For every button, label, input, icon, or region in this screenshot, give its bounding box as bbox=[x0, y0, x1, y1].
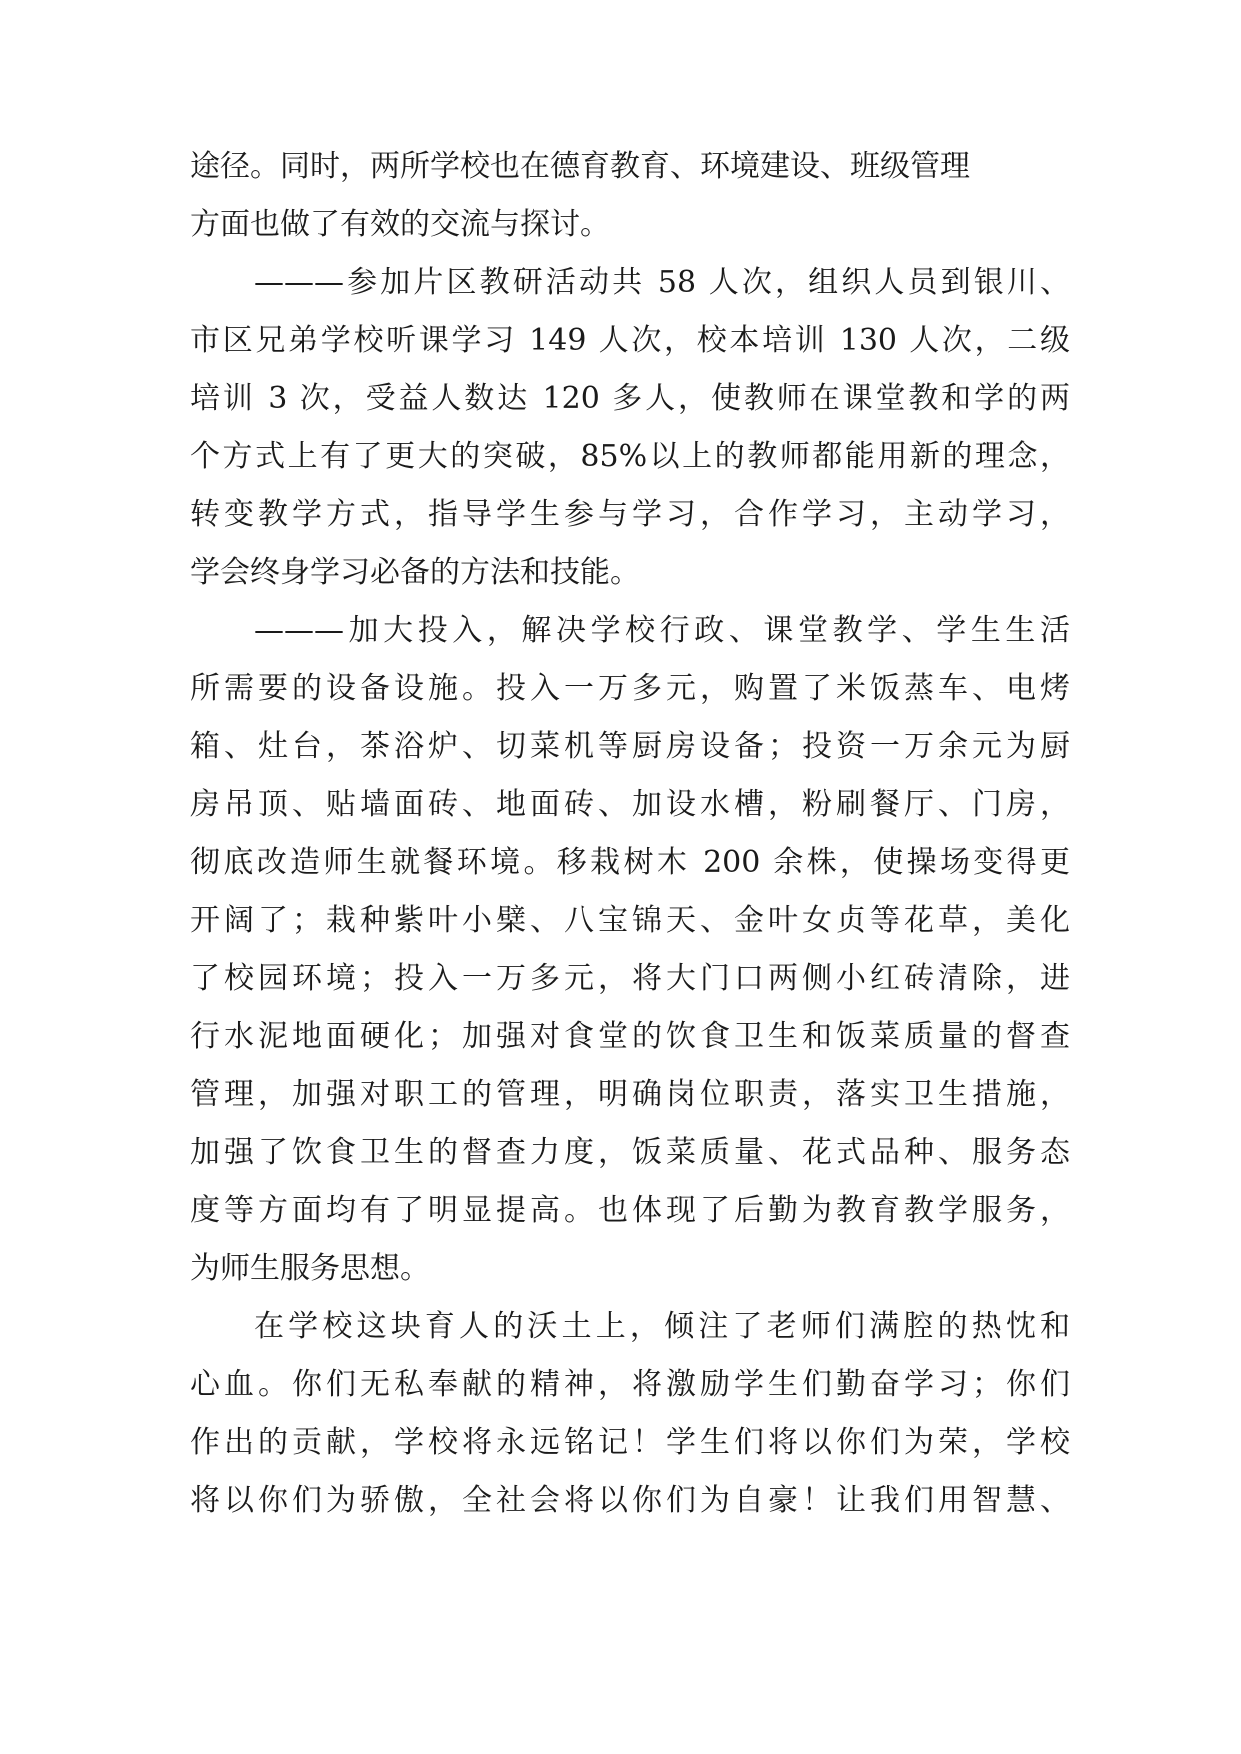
text-line: 房吊顶、贴墙面砖、地面砖、加设水槽，粉刷餐厅、门房， bbox=[190, 787, 1070, 822]
text-line: 度等方面均有了明显提高。也体现了后勤为教育教学服务， bbox=[190, 1193, 1070, 1228]
text-line: 箱、灶台，茶浴炉、切菜机等厨房设备；投资一万余元为厨 bbox=[190, 729, 1070, 764]
text-line: 方面也做了有效的交流与探讨。 bbox=[190, 207, 610, 242]
text-line: 将以你们为骄傲，全社会将以你们为自豪！让我们用智慧、 bbox=[190, 1483, 1070, 1518]
text-line: 途径。同时，两所学校也在德育教育、环境建设、班级管理 bbox=[190, 149, 970, 184]
text-line: 行水泥地面硬化；加强对食堂的饮食卫生和饭菜质量的督查 bbox=[190, 1019, 1070, 1054]
text-line: 了校园环境；投入一万多元，将大门口两侧小红砖清除，进 bbox=[190, 961, 1070, 996]
text-line: 心血。你们无私奉献的精神，将激励学生们勤奋学习；你们 bbox=[190, 1367, 1070, 1402]
text-line: 在学校这块育人的沃土上，倾注了老师们满腔的热忱和 bbox=[254, 1309, 1070, 1344]
text-line: 学会终身学习必备的方法和技能。 bbox=[190, 555, 640, 590]
text-line: 个方式上有了更大的突破，85%以上的教师都能用新的理念， bbox=[190, 439, 1070, 474]
text-line: 所需要的设备设施。投入一万多元，购置了米饭蒸车、电烤 bbox=[190, 671, 1070, 706]
text-line: 为师生服务思想。 bbox=[190, 1251, 430, 1286]
text-line: 开阔了；栽种紫叶小檗、八宝锦天、金叶女贞等花草，美化 bbox=[190, 903, 1070, 938]
text-line: ———加大投入，解决学校行政、课堂教学、学生生活 bbox=[254, 613, 1070, 648]
text-line: 市区兄弟学校听课学习 149 人次，校本培训 130 人次，二级 bbox=[190, 323, 1070, 358]
text-line: 彻底改造师生就餐环境。移栽树木 200 余株，使操场变得更 bbox=[190, 845, 1070, 880]
text-line: 培训 3 次，受益人数达 120 多人，使教师在课堂教和学的两 bbox=[190, 381, 1070, 416]
text-line: 管理，加强对职工的管理，明确岗位职责，落实卫生措施， bbox=[190, 1077, 1070, 1112]
text-line: 转变教学方式，指导学生参与学习，合作学习，主动学习， bbox=[190, 497, 1070, 532]
text-line: 加强了饮食卫生的督查力度，饭菜质量、花式品种、服务态 bbox=[190, 1135, 1070, 1170]
text-line: 作出的贡献，学校将永远铭记！学生们将以你们为荣，学校 bbox=[190, 1425, 1070, 1460]
text-line: ———参加片区教研活动共 58 人次，组织人员到银川、 bbox=[254, 265, 1070, 300]
